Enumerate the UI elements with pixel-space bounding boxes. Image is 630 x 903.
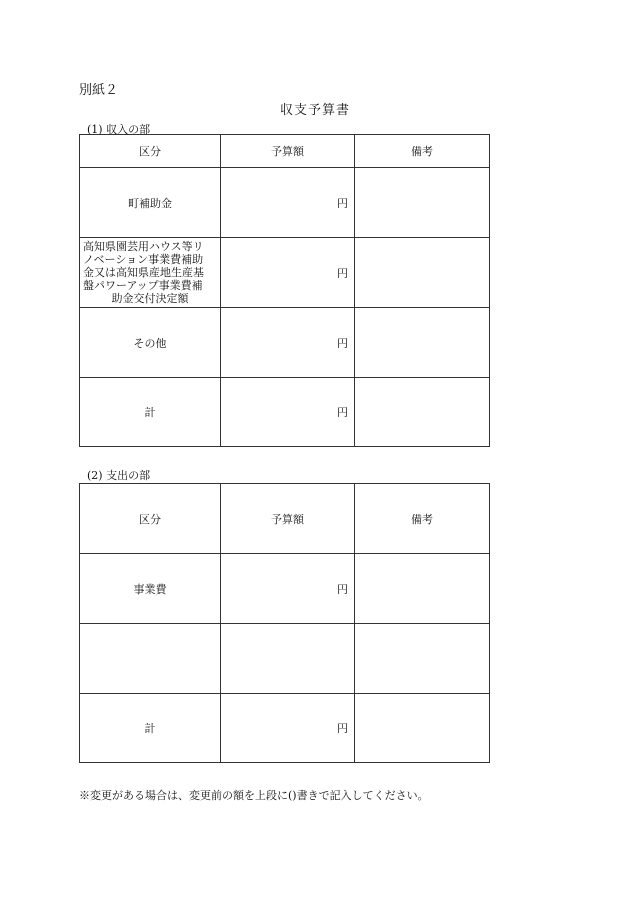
expense-amount-cell[interactable]: 円 bbox=[221, 554, 355, 624]
income-remarks-cell[interactable] bbox=[355, 168, 490, 238]
expense-header-row bbox=[80, 484, 490, 554]
income-category-prefecture-subsidy bbox=[80, 238, 221, 308]
income-section-label: (1) 収入の部 bbox=[87, 123, 151, 136]
category-line: 盤パワーアップ事業費補 bbox=[83, 279, 203, 292]
income-table bbox=[79, 134, 490, 447]
category-line: 金又は高知県産地生産基 bbox=[83, 266, 204, 279]
expense-header-amount: 予算額 bbox=[221, 484, 355, 554]
document-title: 収支予算書 bbox=[279, 103, 350, 118]
table-row bbox=[80, 238, 490, 308]
income-amount-cell[interactable]: 円 bbox=[221, 308, 355, 378]
expense-amount-cell[interactable]: 円 bbox=[221, 694, 355, 763]
table-row bbox=[80, 554, 490, 624]
expense-remarks-cell[interactable] bbox=[355, 554, 490, 624]
category-line: 助金交付決定額 bbox=[111, 292, 189, 305]
expense-remarks-cell[interactable] bbox=[355, 694, 490, 763]
expense-section-label: (2) 支出の部 bbox=[87, 469, 151, 482]
income-remarks-cell[interactable] bbox=[355, 308, 490, 378]
income-amount-cell[interactable]: 円 bbox=[221, 378, 355, 447]
expense-header-category: 区分 bbox=[80, 484, 221, 554]
category-line: ノベーション事業費補助 bbox=[83, 253, 204, 266]
income-category-total: 計 bbox=[80, 378, 221, 447]
expense-amount-cell[interactable] bbox=[221, 624, 355, 694]
footnote: ※変更がある場合は、変更前の額を上段に()書きで記入してください。 bbox=[79, 789, 429, 802]
income-header-remarks: 備考 bbox=[355, 135, 490, 168]
income-header-amount: 予算額 bbox=[221, 135, 355, 168]
table-row bbox=[80, 694, 490, 763]
income-remarks-cell[interactable] bbox=[355, 378, 490, 447]
expense-category-total: 計 bbox=[80, 694, 221, 763]
table-row bbox=[80, 168, 490, 238]
expense-remarks-cell[interactable] bbox=[355, 624, 490, 694]
category-line: 高知県園芸用ハウス等リ bbox=[83, 240, 204, 253]
income-category-other: その他 bbox=[80, 308, 221, 378]
expense-header-remarks: 備考 bbox=[355, 484, 490, 554]
expense-category-project-cost: 事業費 bbox=[80, 554, 221, 624]
income-header-row bbox=[80, 135, 490, 168]
expense-table bbox=[79, 483, 490, 763]
table-row bbox=[80, 308, 490, 378]
income-remarks-cell[interactable] bbox=[355, 238, 490, 308]
table-row bbox=[80, 378, 490, 447]
income-header-category: 区分 bbox=[80, 135, 221, 168]
income-category-town-subsidy: 町補助金 bbox=[80, 168, 221, 238]
table-row bbox=[80, 624, 490, 694]
expense-category-blank[interactable] bbox=[80, 624, 221, 694]
income-amount-cell[interactable]: 円 bbox=[221, 238, 355, 308]
income-amount-cell[interactable]: 円 bbox=[221, 168, 355, 238]
attachment-label: 別紙２ bbox=[79, 83, 119, 98]
